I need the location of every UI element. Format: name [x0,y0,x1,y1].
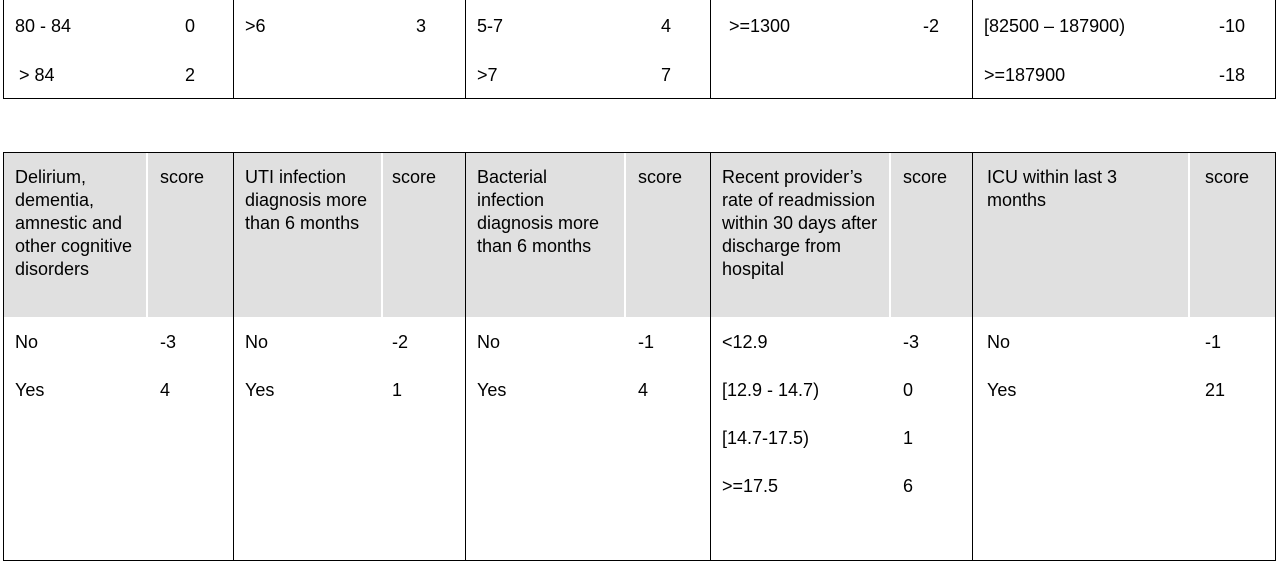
bottom-score-table [3,152,1276,561]
row-score: -18 [1219,65,1246,85]
row-score: -2 [392,332,409,352]
row-score: 6 [903,476,914,496]
row-label: >7 [477,65,498,85]
column-header: Bacterial infection diagnosis more than 6 months [477,167,600,256]
column-header: ICU within last 3 months [987,167,1118,210]
header-divider [1188,153,1190,317]
row-score: -3 [903,332,920,352]
top-group-4 [710,0,972,98]
group-provider-readmission [710,153,972,560]
row-score: 7 [661,65,672,85]
group-bacterial-infection [465,153,710,560]
score-header: score [160,167,205,187]
row-label: [12.9 - 14.7) [722,380,820,400]
row-label: Yes [245,380,275,400]
row-label: <12.9 [722,332,768,352]
top-group-5 [972,0,1275,98]
row-label: [82500 – 187900) [984,16,1126,36]
column-header: Delirium, dementia, amnestic and other cognitive disorders [15,167,133,279]
row-label: Yes [987,380,1017,400]
score-header: score [903,167,948,187]
header-divider [381,153,383,317]
top-group-age [4,0,233,98]
score-header: score [638,167,683,187]
score-header: score [1205,167,1250,187]
row-label: > 84 [19,65,55,85]
header-divider [889,153,891,317]
row-label: >=187900 [984,65,1066,85]
row-score: 4 [661,16,672,36]
row-score: 1 [392,380,403,400]
row-label: >6 [245,16,266,36]
row-label: No [15,332,39,352]
column-header: Recent provider’s rate of readmission within 30 days after discharge from hospital [722,167,878,279]
row-label: [14.7-17.5) [722,428,810,448]
row-score: 4 [638,380,649,400]
top-score-table [3,0,1276,99]
row-score: 0 [903,380,914,400]
top-group-2 [233,0,465,98]
row-label: >=1300 [729,16,791,36]
row-score: 4 [160,380,171,400]
header-divider [624,153,626,317]
row-score: 2 [185,65,196,85]
row-score: -2 [923,16,940,36]
row-label: Yes [15,380,45,400]
row-label: 5-7 [477,16,504,36]
top-group-3 [465,0,710,98]
row-label: No [245,332,269,352]
group-delirium [4,153,233,560]
row-score: -10 [1219,16,1246,36]
group-icu [972,153,1275,560]
column-header: UTI infection diagnosis more than 6 months [245,167,368,233]
row-label: No [987,332,1011,352]
group-uti-infection [233,153,465,560]
row-score: -3 [160,332,177,352]
row-label: >=17.5 [722,476,779,496]
row-score: 0 [185,16,196,36]
row-score: 21 [1205,380,1226,400]
row-score: 3 [416,16,427,36]
row-label: No [477,332,501,352]
row-score: 1 [903,428,914,448]
row-score: -1 [1205,332,1222,352]
row-score: -1 [638,332,655,352]
row-label: 80 - 84 [15,16,72,36]
header-divider [146,153,148,317]
row-label: Yes [477,380,507,400]
score-header: score [392,167,437,187]
